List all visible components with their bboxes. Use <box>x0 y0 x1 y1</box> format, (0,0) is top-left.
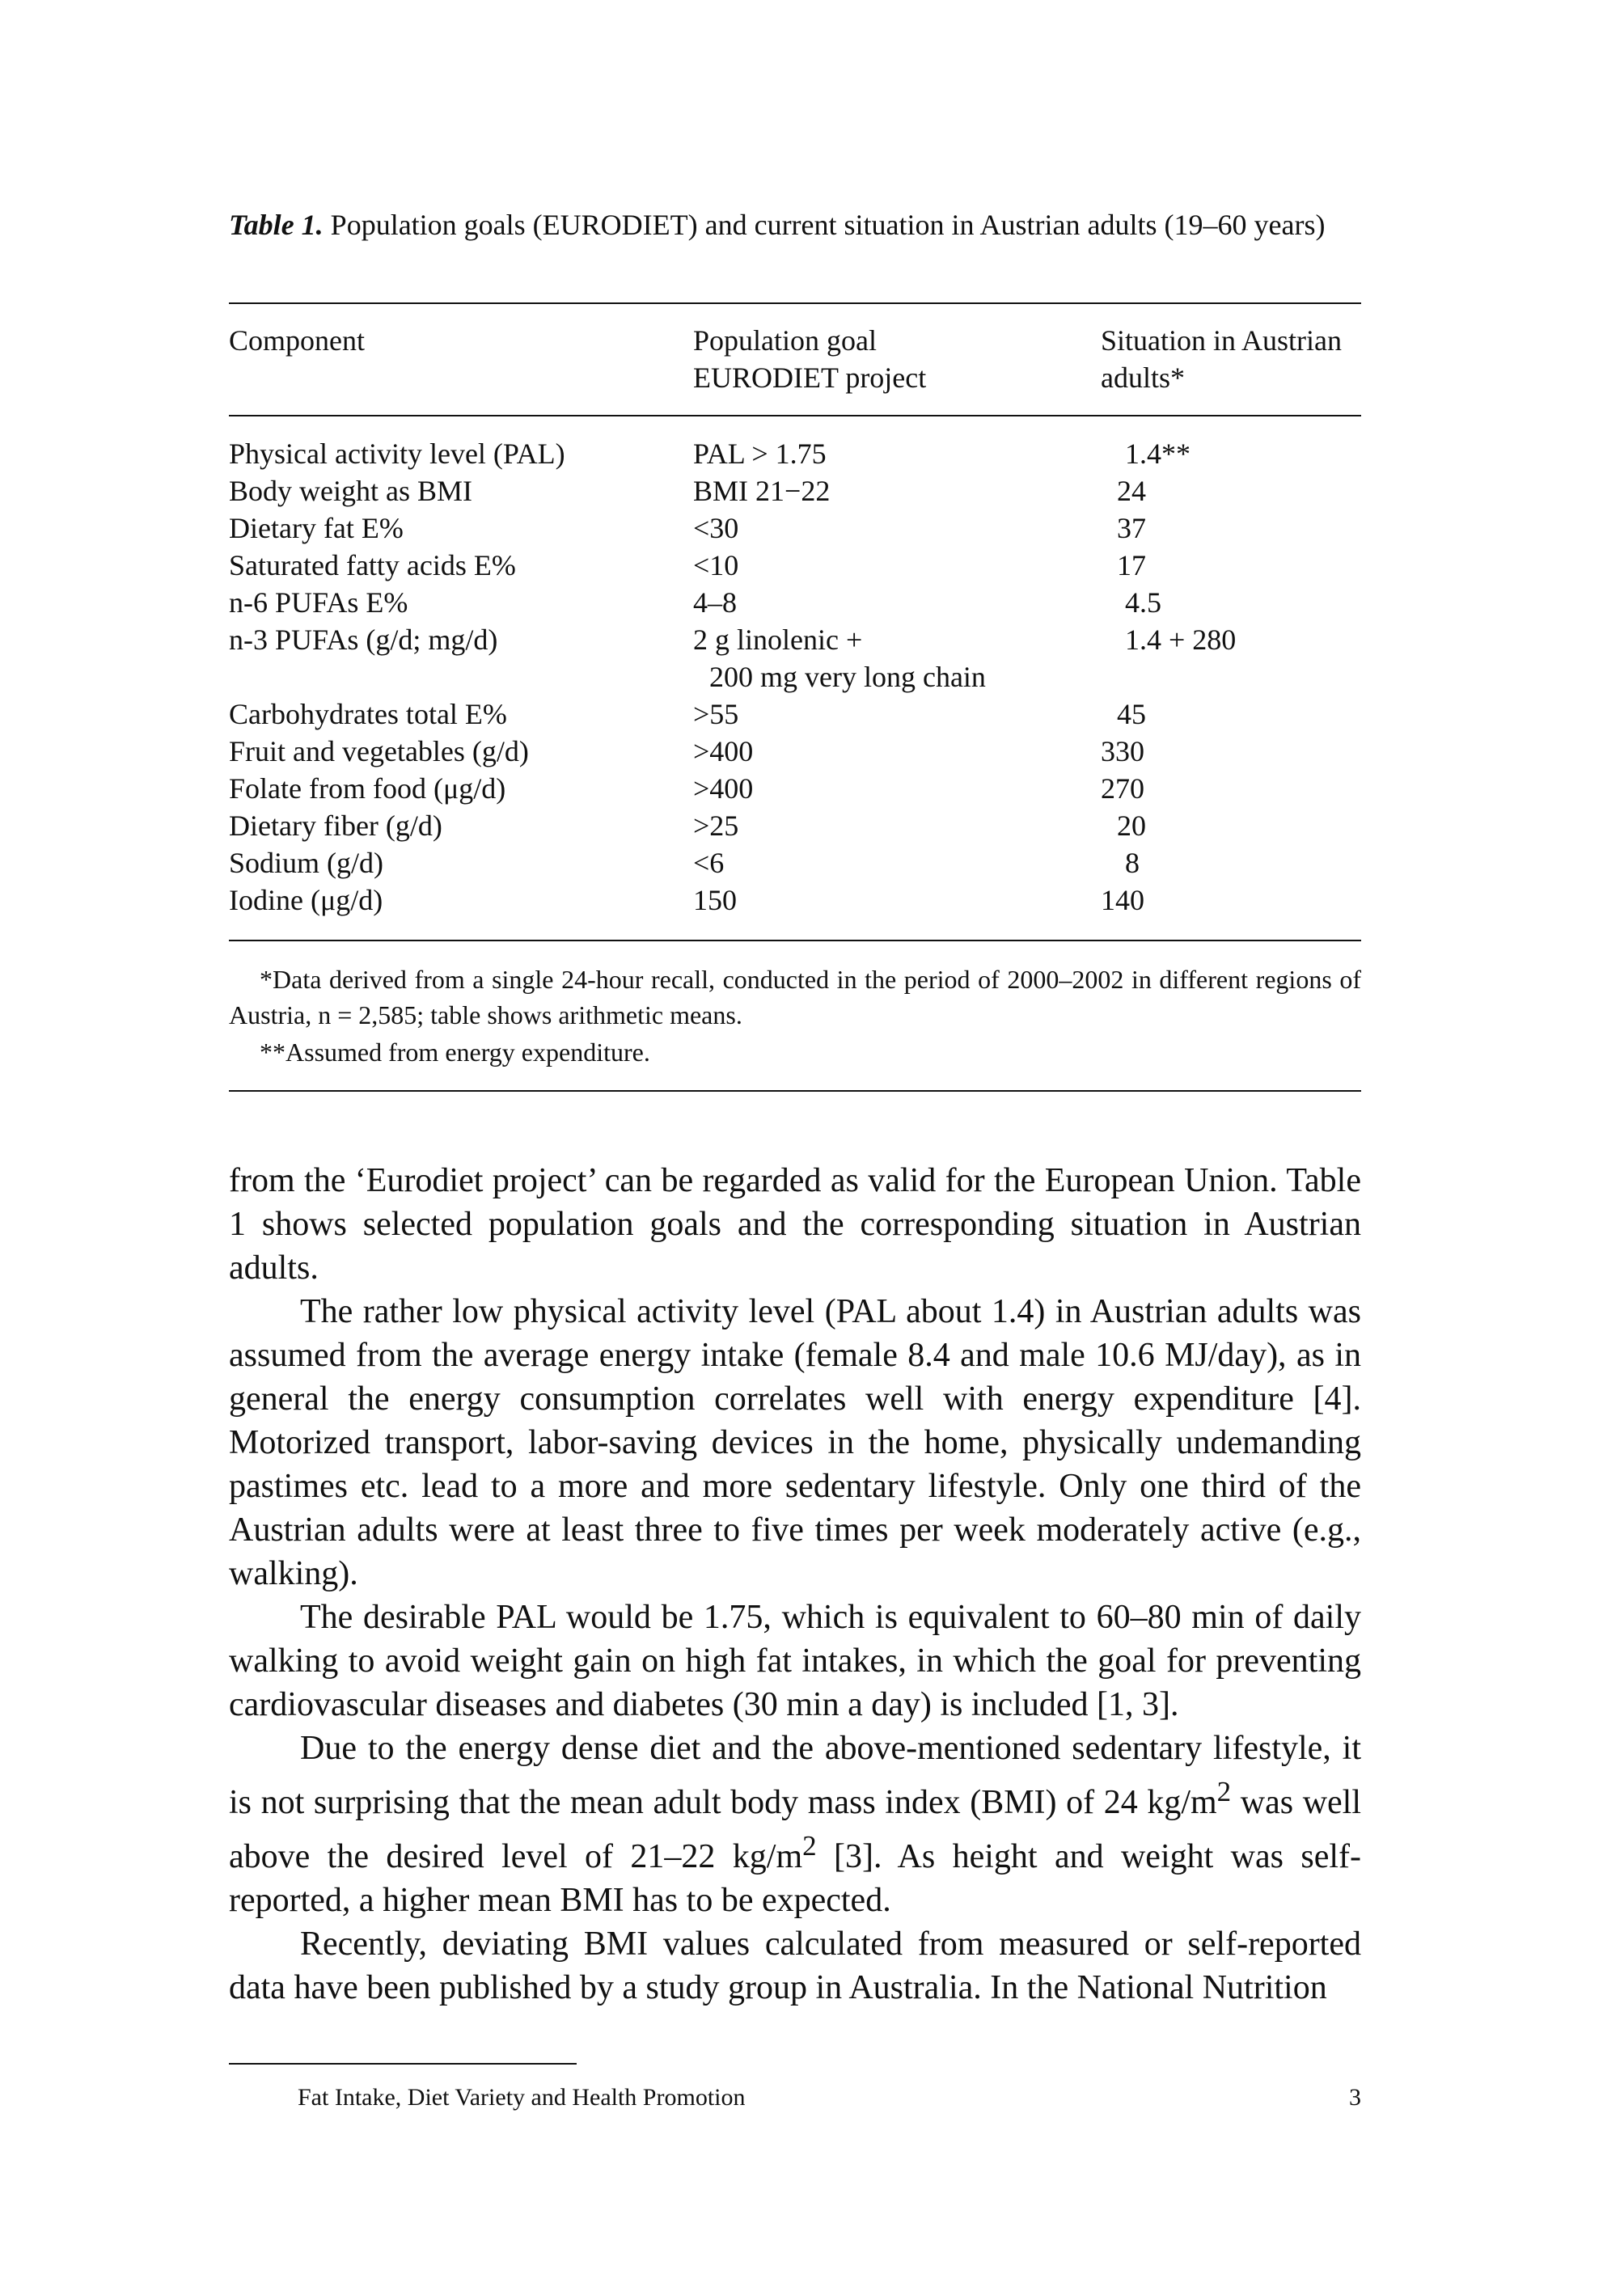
cell-situation: 330 <box>1101 735 1144 767</box>
cell-goal: 2 g linolenic + <box>693 623 863 656</box>
cell-component: Folate from food (μg/d) <box>229 772 506 805</box>
cell-goal: BMI 21−22 <box>693 475 831 507</box>
cell-goal: >400 <box>693 772 754 805</box>
table-footnote-2: **Assumed from energy expenditure. <box>260 1038 650 1067</box>
cell-goal: 200 mg very long chain <box>709 661 986 693</box>
body-text <box>229 1159 1361 2010</box>
cell-situation: 140 <box>1101 884 1144 916</box>
cell-component: Fruit and vegetables (g/d) <box>229 735 529 767</box>
footnote-bottom-rule <box>229 1090 1361 1092</box>
cell-goal: <10 <box>693 549 739 581</box>
cell-component: n-6 PUFAs E% <box>229 586 408 619</box>
cell-goal: <30 <box>693 512 739 544</box>
paragraph: The desirable PAL would be 1.75, which is equivalent to 60–80 min of daily walking to avoid weight gain on high fat intakes, in which the goal for preventing cardiovascular diseases and diabetes (30 min a day) is included [1, 3]. <box>229 1599 1361 1723</box>
footer-rule <box>229 2063 577 2065</box>
header-component: Component <box>229 324 365 357</box>
header-population-goal: Population goal EURODIET project <box>693 324 927 394</box>
cell-component: Iodine (μg/d) <box>229 884 383 916</box>
table-caption-label: Table 1. <box>229 209 324 241</box>
cell-goal: >55 <box>693 698 739 730</box>
paragraph: The rather low physical activity level (PAL about 1.4) in Austrian adults was assumed from the average energy intake (female 8.4 and male 10.6 MJ/day), as in general the energy consumption correlates well with energy expenditure [4]. Motorized transport, labor-saving devices in the home, physically undemanding pastimes etc. lead to a more and more sedentary lifestyle. Only one third of the Austrian adults were at least three to five times per week moderately active (e.g., walking). <box>229 1293 1361 1592</box>
cell-component: Dietary fiber (g/d) <box>229 809 442 842</box>
cell-component: Sodium (g/d) <box>229 847 384 879</box>
cell-situation: 17 <box>1117 549 1146 581</box>
table-bottom-rule <box>229 940 1361 941</box>
cell-component: Saturated fatty acids E% <box>229 549 516 581</box>
cell-situation: 270 <box>1101 772 1144 805</box>
cell-component: Carbohydrates total E% <box>229 698 507 730</box>
cell-goal: 150 <box>693 884 737 916</box>
cell-situation: 1.4** <box>1125 437 1191 470</box>
cell-goal: <6 <box>693 847 725 879</box>
paragraph: from the ‘Eurodiet project’ can be regarded as valid for the European Union. Table 1 shows selected population goals and the corresponding situation in Austrian adults. <box>229 1162 1361 1287</box>
table-footnote-1: *Data derived from a single 24-hour recall, conducted in the period of 2000–2002 in different regions of Austria, n = 2,585; table shows arithmetic means. <box>229 965 1361 1029</box>
table-header-rule <box>229 415 1361 416</box>
page-number: 3 <box>1349 2084 1361 2111</box>
running-footer-title: Fat Intake, Diet Variety and Health Promotion <box>298 2084 746 2111</box>
cell-situation: 1.4 + 280 <box>1125 623 1237 656</box>
paragraph: Due to the energy dense diet and the above-mentioned sedentary lifestyle, it is not surprising that the mean adult body mass index (BMI) of 24 $kg/m^2$ was well above the desired level of 21–22 $kg/m^2$ [3]. As height and weight was self-reported, a higher mean BMI has to be expected. <box>229 1730 1361 1919</box>
header-situation: Situation in Austrian adults* <box>1101 324 1343 394</box>
table-top-rule <box>229 302 1361 304</box>
cell-situation: 8 <box>1125 847 1140 879</box>
cell-situation: 24 <box>1117 475 1146 507</box>
cell-goal: 4–8 <box>693 586 737 619</box>
cell-situation: 4.5 <box>1125 586 1161 619</box>
cell-component: Body weight as BMI <box>229 475 472 507</box>
cell-situation: 20 <box>1117 809 1146 842</box>
cell-goal: PAL > 1.75 <box>693 437 827 470</box>
cell-component: n-3 PUFAs (g/d; mg/d) <box>229 623 498 656</box>
cell-situation: 45 <box>1117 698 1146 730</box>
cell-situation: 37 <box>1117 512 1146 544</box>
table-caption-text: Population goals (EURODIET) and current situation in Austrian adults (19–60 years) <box>330 209 1326 241</box>
paragraph: Recently, deviating BMI values calculated from measured or self-reported data have been published by a study group in Australia. In the National Nutrition <box>229 1925 1361 2006</box>
cell-component: Dietary fat E% <box>229 512 404 544</box>
cell-goal: >25 <box>693 809 739 842</box>
cell-component: Physical activity level (PAL) <box>229 437 565 470</box>
table-caption <box>229 206 1361 243</box>
cell-goal: >400 <box>693 735 754 767</box>
